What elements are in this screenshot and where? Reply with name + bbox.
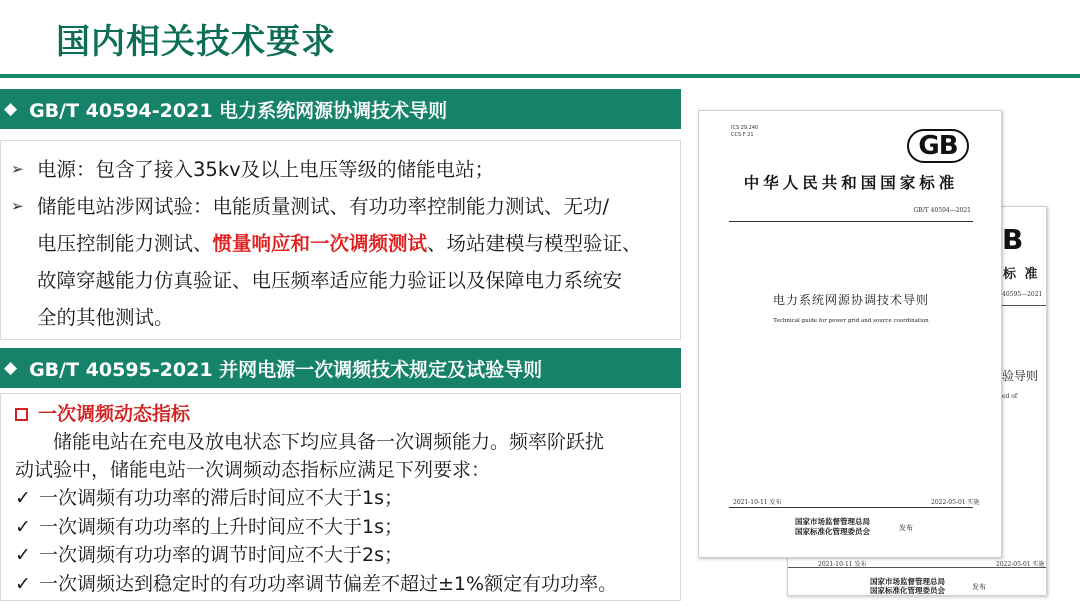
section2-header: GB/T 40595-2021 并网电源一次调频技术规定及试验导则	[29, 358, 543, 381]
front-impl-date: 2022-05-01 实施	[931, 499, 980, 506]
section2-header-bar	[0, 348, 681, 388]
checkmark-icon: ✓	[15, 572, 31, 595]
back-issue-date: 2021-10-11 发布	[818, 561, 867, 568]
bullet2-line-b	[11, 225, 666, 262]
bullet-power-source	[11, 151, 666, 188]
checkmark-icon: ✓	[15, 487, 31, 509]
back-impl-date: 2022-05-01 实施	[996, 561, 1045, 568]
ics-code: ICS 29.240	[731, 125, 759, 131]
arrow-bullet-icon: ➢	[11, 197, 24, 215]
bullet-grid-tests	[11, 188, 666, 225]
front-issuers	[795, 517, 870, 536]
back-title-en: ed of	[1002, 393, 1018, 400]
back-issuer-1: 国家市场监督管理总局	[870, 577, 945, 586]
check-item-text: 一次调频有功功率的上升时间应不大于1s；	[39, 515, 403, 538]
gb-logo	[907, 129, 969, 163]
requirement-paragraph-b: 动试验中，储能电站一次调频动态指标应满足下列要求：	[15, 459, 491, 481]
section1-content	[0, 140, 681, 340]
diamond-icon: ◆	[4, 358, 18, 378]
arrow-bullet-icon: ➢	[11, 160, 24, 178]
dynamic-index-label: 一次调频动态指标	[38, 403, 191, 425]
checkmark-icon: ✓	[15, 544, 31, 566]
front-issue-date: 2021-10-11 发布	[733, 499, 782, 506]
bullet2-line-b-post: 、场站建模与模型验证、	[427, 232, 642, 255]
back-standard-code: 40595—2021	[1002, 291, 1043, 298]
bullet2-line-b-pre: 电压控制能力测试、	[37, 232, 213, 255]
ccs-code: CCS F 21	[731, 132, 754, 138]
classification-codes	[731, 125, 758, 139]
check-item-text: 一次调频有功功率的调节时间应不大于2s；	[39, 544, 403, 566]
back-org-name: 标 准	[1003, 267, 1040, 282]
square-bullet-icon	[15, 408, 28, 421]
section1-header-bar	[0, 89, 681, 129]
gb-logo: B	[1002, 223, 1024, 256]
front-issue-word: 发布	[899, 524, 913, 532]
check-item	[15, 484, 666, 513]
bullet2-line-c: 故障穿越能力仿真验证、电压频率适应能力验证以及保障电力系统安	[37, 269, 623, 292]
front-bottom-divider	[729, 507, 973, 508]
section1-header: GB/T 40594-2021 电力系统网源协调技术导则	[29, 99, 448, 122]
bullet2-line-d: 全的其他测试。	[37, 306, 174, 329]
diamond-icon: ◆	[4, 99, 18, 119]
front-standard-code: GB/T 40594—2021	[913, 207, 971, 214]
inertia-frequency-highlight: 惯量响应和一次调频测试	[212, 232, 428, 255]
front-issuer-1: 国家市场监督管理总局	[795, 517, 870, 526]
dynamic-index-title	[15, 400, 666, 428]
front-title-en: Technical guide for power grid and source coordination	[773, 318, 929, 324]
requirement-paragraph-a: 储能电站在充电及放电状态下均应具备一次调频能力。频率阶跃扰	[53, 431, 605, 453]
front-issuer-2: 国家标准化管理委员会	[795, 526, 870, 536]
back-title-cn: 验导则	[1002, 369, 1039, 383]
bullet1-text: 电源：包含了接入35kv及以上电压等级的储能电站；	[37, 158, 495, 181]
slide-title: 国内相关技术要求	[56, 22, 336, 62]
back-issuer-2: 国家标准化管理委员会	[870, 586, 945, 595]
back-issuers	[870, 577, 945, 595]
title-divider	[0, 74, 1080, 78]
front-title-cn: 电力系统网源协调技术导则	[772, 293, 929, 307]
standard-cover-40594	[698, 110, 1002, 558]
front-divider	[729, 221, 973, 222]
check-item-text: 一次调频达到稳定时的有功功率调节偏差不超过±1%额定有功功率。	[39, 572, 618, 595]
check-item	[15, 541, 666, 570]
front-org-name: 中华人民共和国国家标准	[743, 173, 959, 192]
checkmark-icon: ✓	[15, 515, 31, 538]
check-item	[15, 513, 666, 542]
section2-content	[0, 393, 681, 601]
check-item-text: 一次调频有功功率的滞后时间应不大于1s；	[39, 487, 403, 509]
gb-logo-text: GB	[918, 131, 958, 161]
check-item	[15, 570, 666, 599]
back-issue-word: 发布	[972, 583, 986, 591]
bullet2-line-a: 储能电站涉网试验：电能质量测试、有功功率控制能力测试、无功/	[37, 195, 610, 218]
